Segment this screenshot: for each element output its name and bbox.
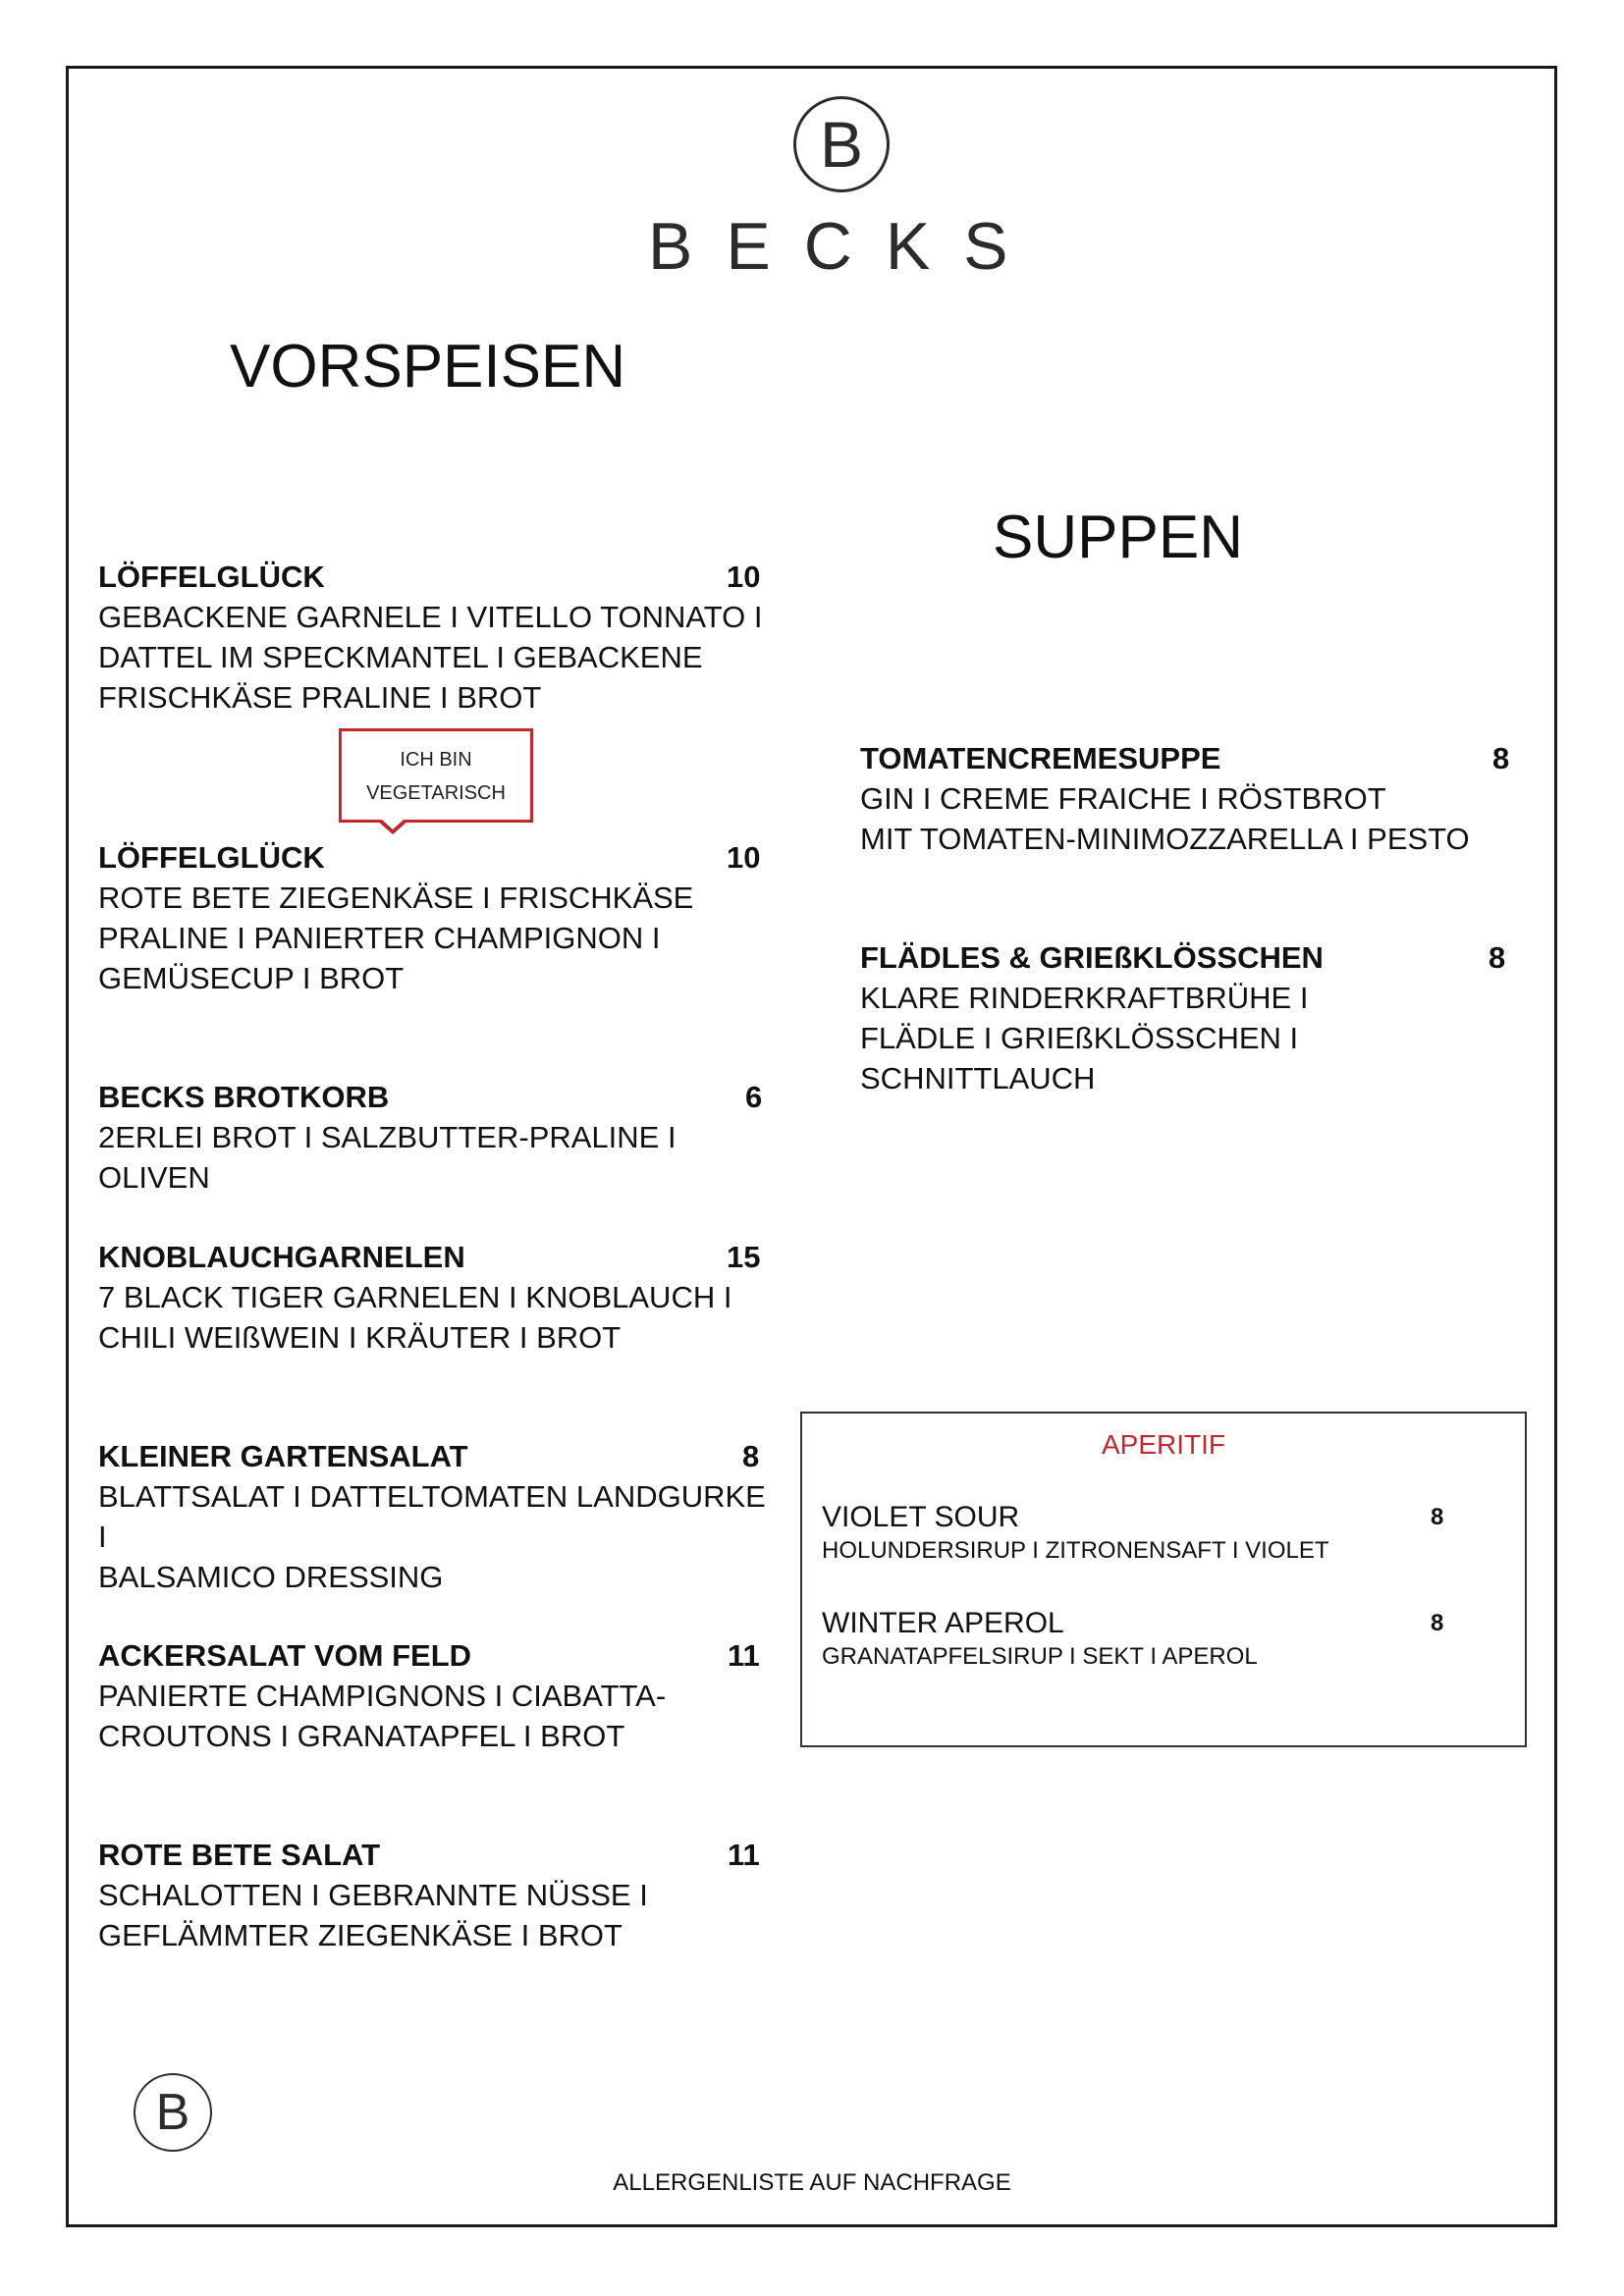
item-price: 10 (727, 840, 761, 875)
menu-item (98, 1635, 766, 1756)
item-price: 8 (1492, 741, 1510, 775)
menu-item (98, 557, 766, 718)
veg-badge-line: VEGETARISCH (366, 782, 506, 804)
menu-item (860, 937, 1528, 1098)
drink-desc: GRANATAPFELSIRUP I SEKT I APEROL (822, 1643, 1258, 1670)
item-desc-line: FLÄDLE I GRIEßKLÖSSCHEN I SCHNITTLAUCH (860, 1021, 1299, 1095)
vegetarian-badge (339, 728, 533, 823)
item-price: 8 (1489, 940, 1506, 975)
item-desc-line: CHILI WEIßWEIN I KRÄUTER I BROT (98, 1320, 622, 1355)
aperitif-box (800, 1412, 1527, 1747)
brand-logo-icon: B (793, 96, 890, 192)
item-name: TOMATENCREMESUPPE (860, 741, 1221, 775)
item-desc-line: 7 BLACK TIGER GARNELEN I KNOBLAUCH I (98, 1280, 732, 1314)
allergen-note: ALLERGENLISTE AUF NACHFRAGE (613, 2169, 1011, 2196)
menu-item (98, 1237, 766, 1358)
item-desc-line: ROTE BETE ZIEGENKÄSE I FRISCHKÄSE (98, 881, 694, 915)
drink-desc: HOLUNDERSIRUP I ZITRONENSAFT I VIOLET (822, 1537, 1329, 1564)
item-desc-line: BLATTSALAT I DATTELTOMATEN LANDGURKE I (98, 1479, 766, 1554)
item-desc-line: GEMÜSECUP I BROT (98, 961, 405, 995)
item-name: FLÄDLES & GRIEßKLÖSSCHEN (860, 940, 1324, 975)
item-price: 8 (742, 1439, 760, 1473)
item-desc-line: SCHALOTTEN I GEBRANNTE NÜSSE I (98, 1878, 648, 1912)
footer-logo-icon: B (134, 2073, 212, 2152)
item-name: LÖFFELGLÜCK (98, 560, 325, 594)
drink-price: 8 (1431, 1504, 1444, 1530)
item-desc-line: 2ERLEI BROT I SALZBUTTER-PRALINE I OLIVEN (98, 1120, 677, 1195)
badge-pointer-fill (381, 819, 405, 829)
item-name: BECKS BROTKORB (98, 1080, 390, 1114)
menu-item (98, 1835, 766, 1955)
item-name: ROTE BETE SALAT (98, 1838, 381, 1872)
menu-item (98, 1436, 766, 1597)
drink-price: 8 (1431, 1610, 1444, 1636)
item-price: 6 (745, 1080, 763, 1114)
vorspeisen-heading: VORSPEISEN (230, 333, 626, 400)
item-name: ACKERSALAT VOM FELD (98, 1638, 472, 1673)
item-desc-line: MIT TOMATEN-MINIMOZZARELLA I PESTO (860, 822, 1470, 856)
item-name: KNOBLAUCHGARNELEN (98, 1240, 465, 1274)
item-desc-line: KLARE RINDERKRAFTBRÜHE I (860, 981, 1309, 1015)
drink-name: VIOLET SOUR (822, 1501, 1020, 1533)
suppen-heading: SUPPEN (993, 504, 1243, 571)
item-desc-line: GEBACKENE GARNELE I VITELLO TONNATO I (98, 600, 763, 634)
item-desc-line: FRISCHKÄSE PRALINE I BROT (98, 680, 542, 715)
item-desc-line: GIN I CREME FRAICHE I RÖSTBROT (860, 781, 1386, 816)
drink-item (822, 1606, 1444, 1673)
item-desc-line: PRALINE I PANIERTER CHAMPIGNON I (98, 921, 661, 955)
drink-name: WINTER APEROL (822, 1607, 1064, 1639)
menu-item (98, 1077, 766, 1198)
aperitif-heading: APERITIF (1101, 1429, 1225, 1460)
item-price: 10 (727, 560, 761, 594)
item-price: 15 (727, 1240, 761, 1274)
item-desc-line: BALSAMICO DRESSING (98, 1560, 444, 1594)
item-price: 11 (728, 1638, 760, 1673)
item-name: LÖFFELGLÜCK (98, 840, 325, 875)
menu-item (860, 738, 1528, 859)
item-desc-line: PANIERTE CHAMPIGNONS I CIABATTA- (98, 1679, 667, 1713)
item-desc-line: DATTEL IM SPECKMANTEL I GEBACKENE (98, 640, 703, 674)
drink-item (822, 1500, 1444, 1567)
brand-name: BECKS (648, 209, 1042, 284)
menu-item (98, 837, 766, 998)
item-name: KLEINER GARTENSALAT (98, 1439, 468, 1473)
item-price: 11 (728, 1838, 760, 1872)
item-desc-line: CROUTONS I GRANATAPFEL I BROT (98, 1719, 625, 1753)
item-desc-line: GEFLÄMMTER ZIEGENKÄSE I BROT (98, 1918, 623, 1952)
veg-badge-line: ICH BIN (400, 749, 472, 771)
